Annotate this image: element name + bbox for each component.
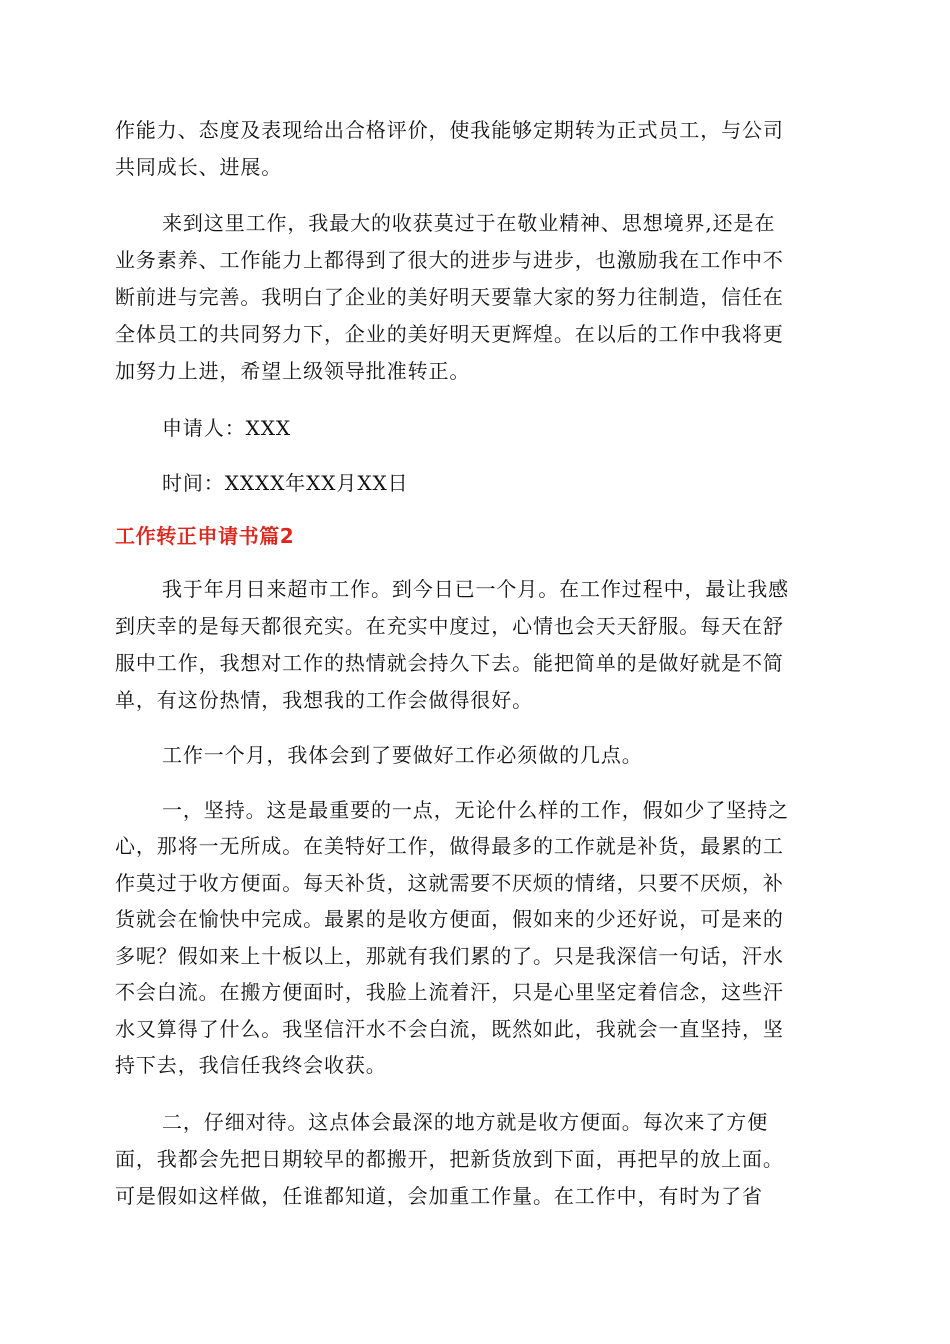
paragraph-3-line-3: 服中工作，我想对工作的热情就会持久下去。能把简单的是做好就是不简 <box>115 651 784 675</box>
paragraph-5-line-6: 不会白流。在搬方便面时，我脸上流着汗，只是心里坚定着信念，这些汗 <box>115 980 784 1004</box>
paragraph-3-line-2: 到庆幸的是每天都很充实。在充实中度过，心情也会天天舒服。每天在舒 <box>115 614 784 638</box>
date-line: 时间：XXXX年XX月XX日 <box>162 471 409 495</box>
paragraph-6-line-1: 二，仔细对待。这点体会最深的地方就是收方便面。每次来了方便 <box>162 1110 769 1134</box>
paragraph-5-line-3: 作莫过于收方便面。每天补货，这就需要不厌烦的情绪，只要不厌烦，补 <box>115 871 784 895</box>
paragraph-5-line-4: 货就会在愉快中完成。最累的是收方便面，假如来的少还好说，可是来的 <box>115 907 784 931</box>
paragraph-2-line-5: 加努力上进，希望上级领导批准转正。 <box>115 359 471 383</box>
paragraph-5-line-1: 一，坚持。这是最重要的一点，无论什么样的工作，假如少了坚持之 <box>162 798 789 822</box>
paragraph-5-line-5: 多呢？假如来上十板以上，那就有我们累的了。只是我深信一句话，汗水 <box>115 944 784 968</box>
paragraph-5-line-8: 持下去，我信任我终会收获。 <box>115 1053 387 1077</box>
paragraph-1-line-1: 作能力、态度及表现给出合格评价，使我能够定期转为正式员工，与公司 <box>115 118 784 142</box>
paragraph-5-line-7: 水又算得了什么。我坚信汗水不会白流，既然如此，我就会一直坚持，坚 <box>115 1017 784 1041</box>
paragraph-2-line-3: 断前进与完善。我明白了企业的美好明天要靠大家的努力往制造，信任在 <box>115 285 784 309</box>
paragraph-4-line-1: 工作一个月，我体会到了要做好工作必须做的几点。 <box>162 743 643 767</box>
paragraph-5-line-2: 心，那将一无所成。在美特好工作，做得最多的工作就是补货，最累的工 <box>115 834 784 858</box>
section-heading: 工作转正申请书篇2 <box>115 524 295 548</box>
paragraph-6-line-3: 可是假如这样做，任谁都知道，会加重工作量。在工作中，有时为了省 <box>115 1184 763 1208</box>
paragraph-3-line-4: 单，有这份热情，我想我的工作会做得很好。 <box>115 688 533 712</box>
paragraph-1-line-2: 共同成长、进展。 <box>115 155 283 179</box>
paragraph-2-line-2: 业务素养、工作能力上都得到了很大的进步与进步，也激励我在工作中不 <box>115 248 784 272</box>
paragraph-2-line-1: 来到这里工作，我最大的收获莫过于在敬业精神、思想境界,还是在 <box>162 211 776 235</box>
paragraph-3-line-1: 我于年月日来超市工作。到今日已一个月。在工作过程中，最让我感 <box>162 577 789 601</box>
applicant-line: 申请人：XXX <box>162 416 292 440</box>
paragraph-6-line-2: 面，我都会先把日期较早的都搬开，把新货放到下面，再把早的放上面。 <box>115 1147 784 1171</box>
paragraph-2-line-4: 全体员工的共同努力下，企业的美好明天更辉煌。在以后的工作中我将更 <box>115 322 784 346</box>
